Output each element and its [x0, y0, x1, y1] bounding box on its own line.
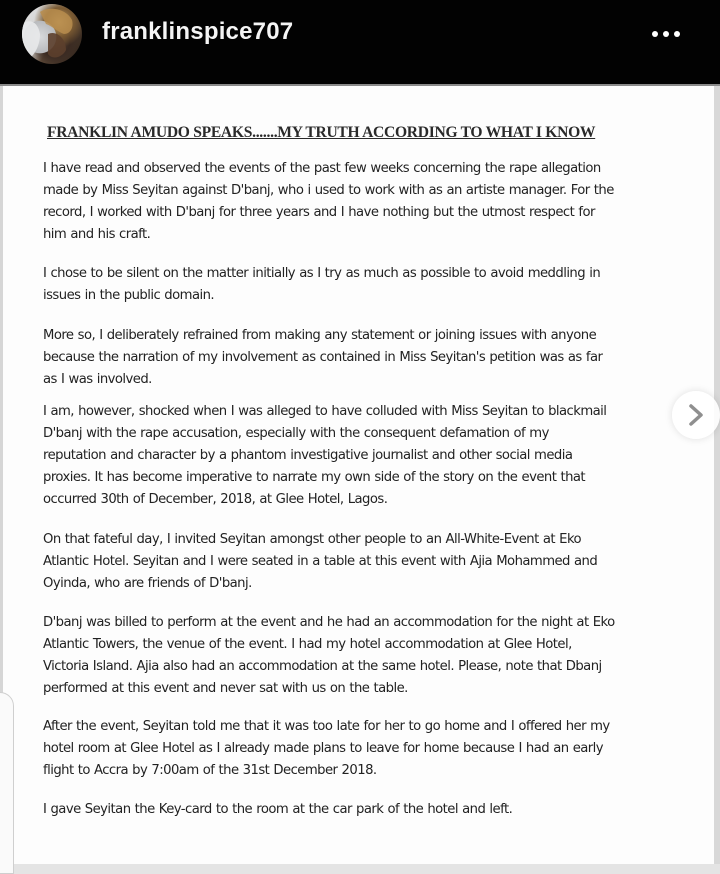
- text-line: as I was involved.: [43, 372, 152, 387]
- more-dot-icon: [663, 31, 669, 37]
- text-line: I have read and observed the events of the past few weeks concerning the rape allegation: [43, 161, 601, 176]
- paragraph: [43, 158, 693, 246]
- text-line: reputation and character by a phantom investigative journalist and other social media: [43, 448, 573, 463]
- text-line: On that fateful day, I invited Seyitan amongst other people to an All-White-Event at Eko: [43, 532, 582, 547]
- paragraph: [43, 612, 693, 700]
- post-image-document: [3, 86, 714, 864]
- paragraph: [43, 529, 693, 595]
- paragraph: [43, 263, 693, 307]
- text-line: flight to Accra by 7:00am of the 31st December 2018.: [43, 763, 377, 778]
- paragraph: [43, 401, 693, 511]
- text-line: Atlantic Towers, the venue of the event. I had my hotel accommodation at Glee Hotel,: [43, 637, 572, 652]
- text-line: More so, I deliberately refrained from making any statement or joining issues with anyone: [43, 328, 597, 343]
- text-line: occurred 30th of December, 2018, at Glee Hotel, Lagos.: [43, 492, 388, 507]
- left-side-panel: [0, 692, 14, 874]
- chevron-right-icon: [686, 403, 706, 427]
- text-line: Victoria Island. Ajia also had an accommodation at the same hotel. Please, note that Dbanj: [43, 659, 602, 674]
- text-line: proxies. It has become imperative to narrate my own side of the story on the event that: [43, 470, 586, 485]
- text-line: hotel room at Glee Hotel as I already made plans to leave for home because I had an early: [43, 741, 604, 756]
- post-header: [0, 0, 720, 86]
- right-edge: [714, 86, 720, 864]
- text-line: record, I worked with D'banj for three years and I have nothing but the utmost respect for: [43, 205, 595, 220]
- more-dot-icon: [674, 31, 680, 37]
- carousel-next-button[interactable]: [672, 391, 720, 439]
- paragraph: [43, 716, 693, 782]
- text-line: D'banj was billed to perform at the event and he had an accommodation for the night at Eko: [43, 615, 615, 630]
- text-line: Oyinda, who are friends of D'banj.: [43, 576, 252, 591]
- document-title: FRANKLIN AMUDO SPEAKS.......MY TRUTH ACCORDING TO WHAT I KNOW: [47, 124, 596, 141]
- text-line: I am, however, shocked when I was alleged to have colluded with Miss Seyitan to blackmail: [43, 404, 607, 419]
- text-line: because the narration of my involvement as contained in Miss Seyitan's petition was as far: [43, 350, 603, 365]
- text-line: I gave Seyitan the Key-card to the room at the car park of the hotel and left.: [43, 802, 513, 817]
- more-dot-icon: [652, 31, 658, 37]
- username[interactable]: franklinspice707: [102, 18, 294, 45]
- paragraph: [43, 325, 693, 391]
- text-line: Atlantic Hotel. Seyitan and I were seated in a table at this event with Ajia Mohammed and: [43, 554, 598, 569]
- text-line: I chose to be silent on the matter initially as I try as much as possible to avoid meddling in: [43, 266, 601, 281]
- paragraph: [43, 799, 693, 821]
- text-line: him and his craft.: [43, 227, 151, 242]
- text-line: After the event, Seyitan told me that it was too late for her to go home and I offered her my: [43, 719, 610, 734]
- text-line: issues in the public domain.: [43, 288, 215, 303]
- more-options-button[interactable]: [652, 27, 692, 41]
- text-line: D'banj with the rape accusation, especially with the consequent defamation of my: [43, 426, 549, 441]
- avatar-photo-icon: [22, 4, 82, 64]
- avatar[interactable]: [22, 4, 82, 64]
- text-line: made by Miss Seyitan against D'banj, who i used to work with as an artiste manager. For the: [43, 183, 614, 198]
- text-line: performed at this event and never sat with us on the table.: [43, 681, 408, 696]
